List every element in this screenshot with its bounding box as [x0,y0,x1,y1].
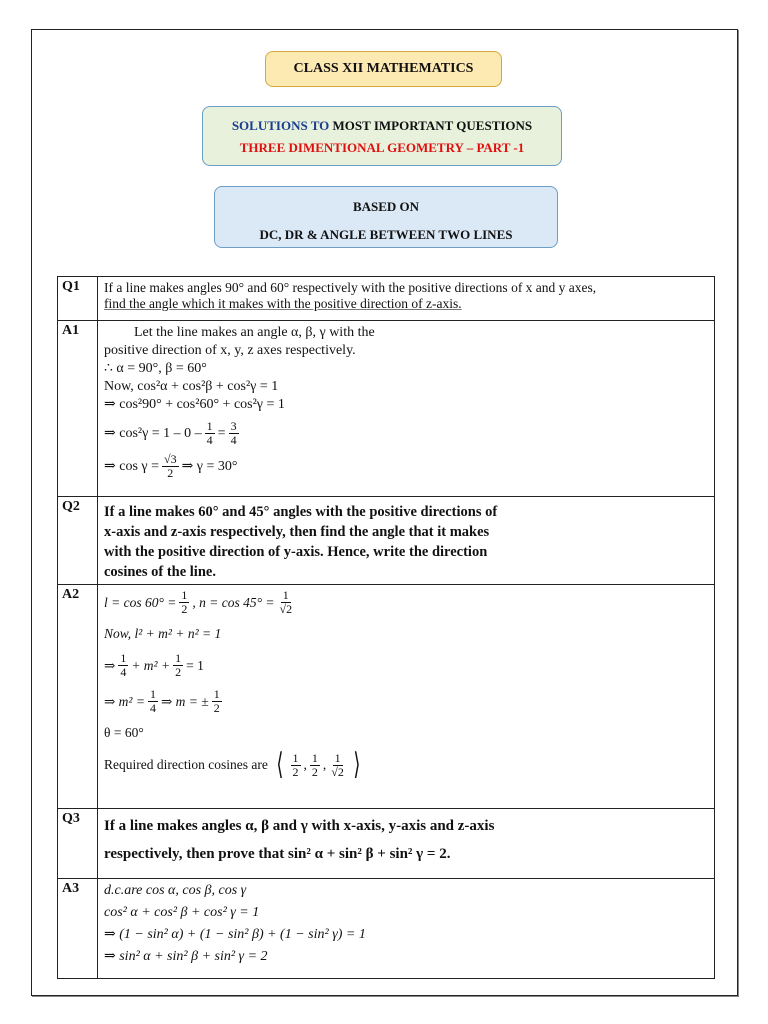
numerator: 3 [230,419,237,433]
based-on-topic: DC, DR & ANGLE BETWEEN TWO LINES [259,227,513,242]
a1-line-7-text: ⇒ cos γ = [104,458,159,474]
denominator: √2 [331,764,344,779]
numerator: 1 [181,588,188,602]
solutions-heading-rest: MOST IMPORTANT QUESTIONS [332,118,533,133]
angle-bracket-right: ⟩ [353,748,361,781]
a2-line-1-text-b: , n = cos 45° = [192,594,275,610]
a2-line-3-end: = 1 [186,657,204,673]
q2-line-1: If a line makes 60° and 45° angles with the positive directions of [104,504,498,520]
table-row-a1 [58,321,715,497]
qa-table [57,276,715,979]
denominator: 2 [181,602,188,616]
a2-line-1 [104,589,708,616]
a1-line-7-result: ⇒ γ = 30° [181,458,238,474]
numerator: 1 [120,651,127,665]
denominator: 2 [213,701,220,715]
numerator: 1 [213,687,220,701]
row-label: Q2 [58,497,98,585]
a1-line-7 [104,453,708,480]
fraction [278,589,295,616]
equals: = [217,425,226,441]
row-label: Q1 [58,277,98,321]
fraction [148,688,158,715]
denominator: 4 [120,665,127,679]
a2-line-2 [104,625,708,643]
numerator: 1 [149,687,156,701]
denominator: 2 [311,764,318,779]
table-row-q3 [58,809,715,879]
question-text [98,809,715,879]
comma: , [322,757,327,772]
class-title: CLASS XII MATHEMATICS [293,61,474,76]
angle-bracket-left: ⟨ [276,748,284,781]
q1-line-1: If a line makes angles 90° and 60° respectively with the positive directions of x and y axes, [104,280,597,295]
numerator: 1 [175,651,182,665]
denominator: 4 [206,433,213,447]
numerator: 1 [334,750,341,765]
implies: ⇒ [104,657,116,673]
fraction [212,688,222,715]
numerator: 1 [292,750,299,765]
topic-title: THREE DIMENTIONAL GEOMETRY – PART -1 [239,140,525,155]
fraction [179,589,189,616]
solutions-heading [203,117,561,135]
a2-line-3 [104,652,708,679]
a2-line-1-text: l = cos 60° = [104,594,177,610]
numerator: 1 [282,588,289,602]
denominator: √2 [279,602,293,616]
q1-line-2: find the angle which it makes with the positive direction of z-axis. [104,296,462,311]
fraction [173,652,183,679]
a2-line-5-text: θ = 60° [104,725,144,740]
a2-line-6-text: Required direction cosines are [104,757,268,772]
a1-line-1: Let the line makes an angle α, β, γ with the [134,325,375,340]
table-row-q2 [58,497,715,585]
row-label: Q3 [58,809,98,879]
answer-text [98,879,715,979]
denominator: 4 [230,433,237,447]
fraction [329,752,346,779]
numerator: 1 [311,750,318,765]
fraction [162,453,179,480]
a2-line-4-text-b: ⇒ m = ± [160,693,209,709]
a1-line-2: positive direction of x, y, z axes respectively. [104,343,356,358]
fraction [291,752,301,779]
a3-line-2: cos² α + cos² β + cos² γ = 1 [104,905,260,920]
based-on-banner [214,186,558,248]
fraction [310,752,320,779]
question-text [98,497,715,585]
solutions-heading-blue: SOLUTIONS TO [231,118,330,133]
q2-line-4: cosines of the line. [104,564,216,580]
numerator: 1 [206,419,213,433]
fraction [229,420,239,447]
fraction [118,652,128,679]
a2-line-4 [104,688,708,715]
a1-line-6-text: ⇒ cos²γ = 1 – 0 – [104,425,202,441]
comma: , [303,757,307,772]
a3-line-4: ⇒ sin² α + sin² β + sin² γ = 2 [104,949,268,964]
a3-line-1: d.c.are cos α, cos β, cos γ [104,883,247,898]
table-row-q1 [58,277,715,321]
q3-line-2: respectively, then prove that sin² α + sin² β + sin² γ = 2. [104,846,451,862]
row-label: A3 [58,879,98,979]
row-label: A1 [58,321,98,497]
class-title-banner [265,51,502,87]
denominator: 2 [167,466,174,480]
a1-line-4: Now, cos²α + cos²β + cos²γ = 1 [104,379,279,394]
a3-line-3: ⇒ (1 − sin² α) + (1 − sin² β) + (1 − sin² γ) = 1 [104,927,366,942]
a2-line-3-text: + m² + [131,657,171,673]
table-row-a3 [58,879,715,979]
a2-line-5 [104,724,708,742]
row-label: A2 [58,585,98,809]
denominator: 2 [292,764,299,779]
numerator: √3 [163,452,177,466]
fraction [205,420,215,447]
based-on-label: BASED ON [352,199,420,214]
denominator: 2 [175,665,182,679]
solutions-banner [202,106,562,166]
a2-line-6 [104,748,708,781]
q2-line-2: x-axis and z-axis respectively, then find the angle that it makes [104,524,490,540]
q2-line-3: with the positive direction of y-axis. Hence, write the direction [104,544,488,560]
a2-line-2-text: Now, l² + m² + n² = 1 [104,626,222,641]
denominator: 4 [149,701,156,715]
answer-text [98,585,715,809]
answer-text [98,321,715,497]
question-text [98,277,715,321]
table-row-a2 [58,585,715,809]
a2-line-4-text: ⇒ m² = [104,693,145,709]
a1-line-5: ⇒ cos²90° + cos²60° + cos²γ = 1 [104,397,285,412]
q3-line-1: If a line makes angles α, β and γ with x-axis, y-axis and z-axis [104,818,495,834]
a1-line-6 [104,420,708,447]
a1-line-3: ∴ α = 90°, β = 60° [104,361,207,376]
